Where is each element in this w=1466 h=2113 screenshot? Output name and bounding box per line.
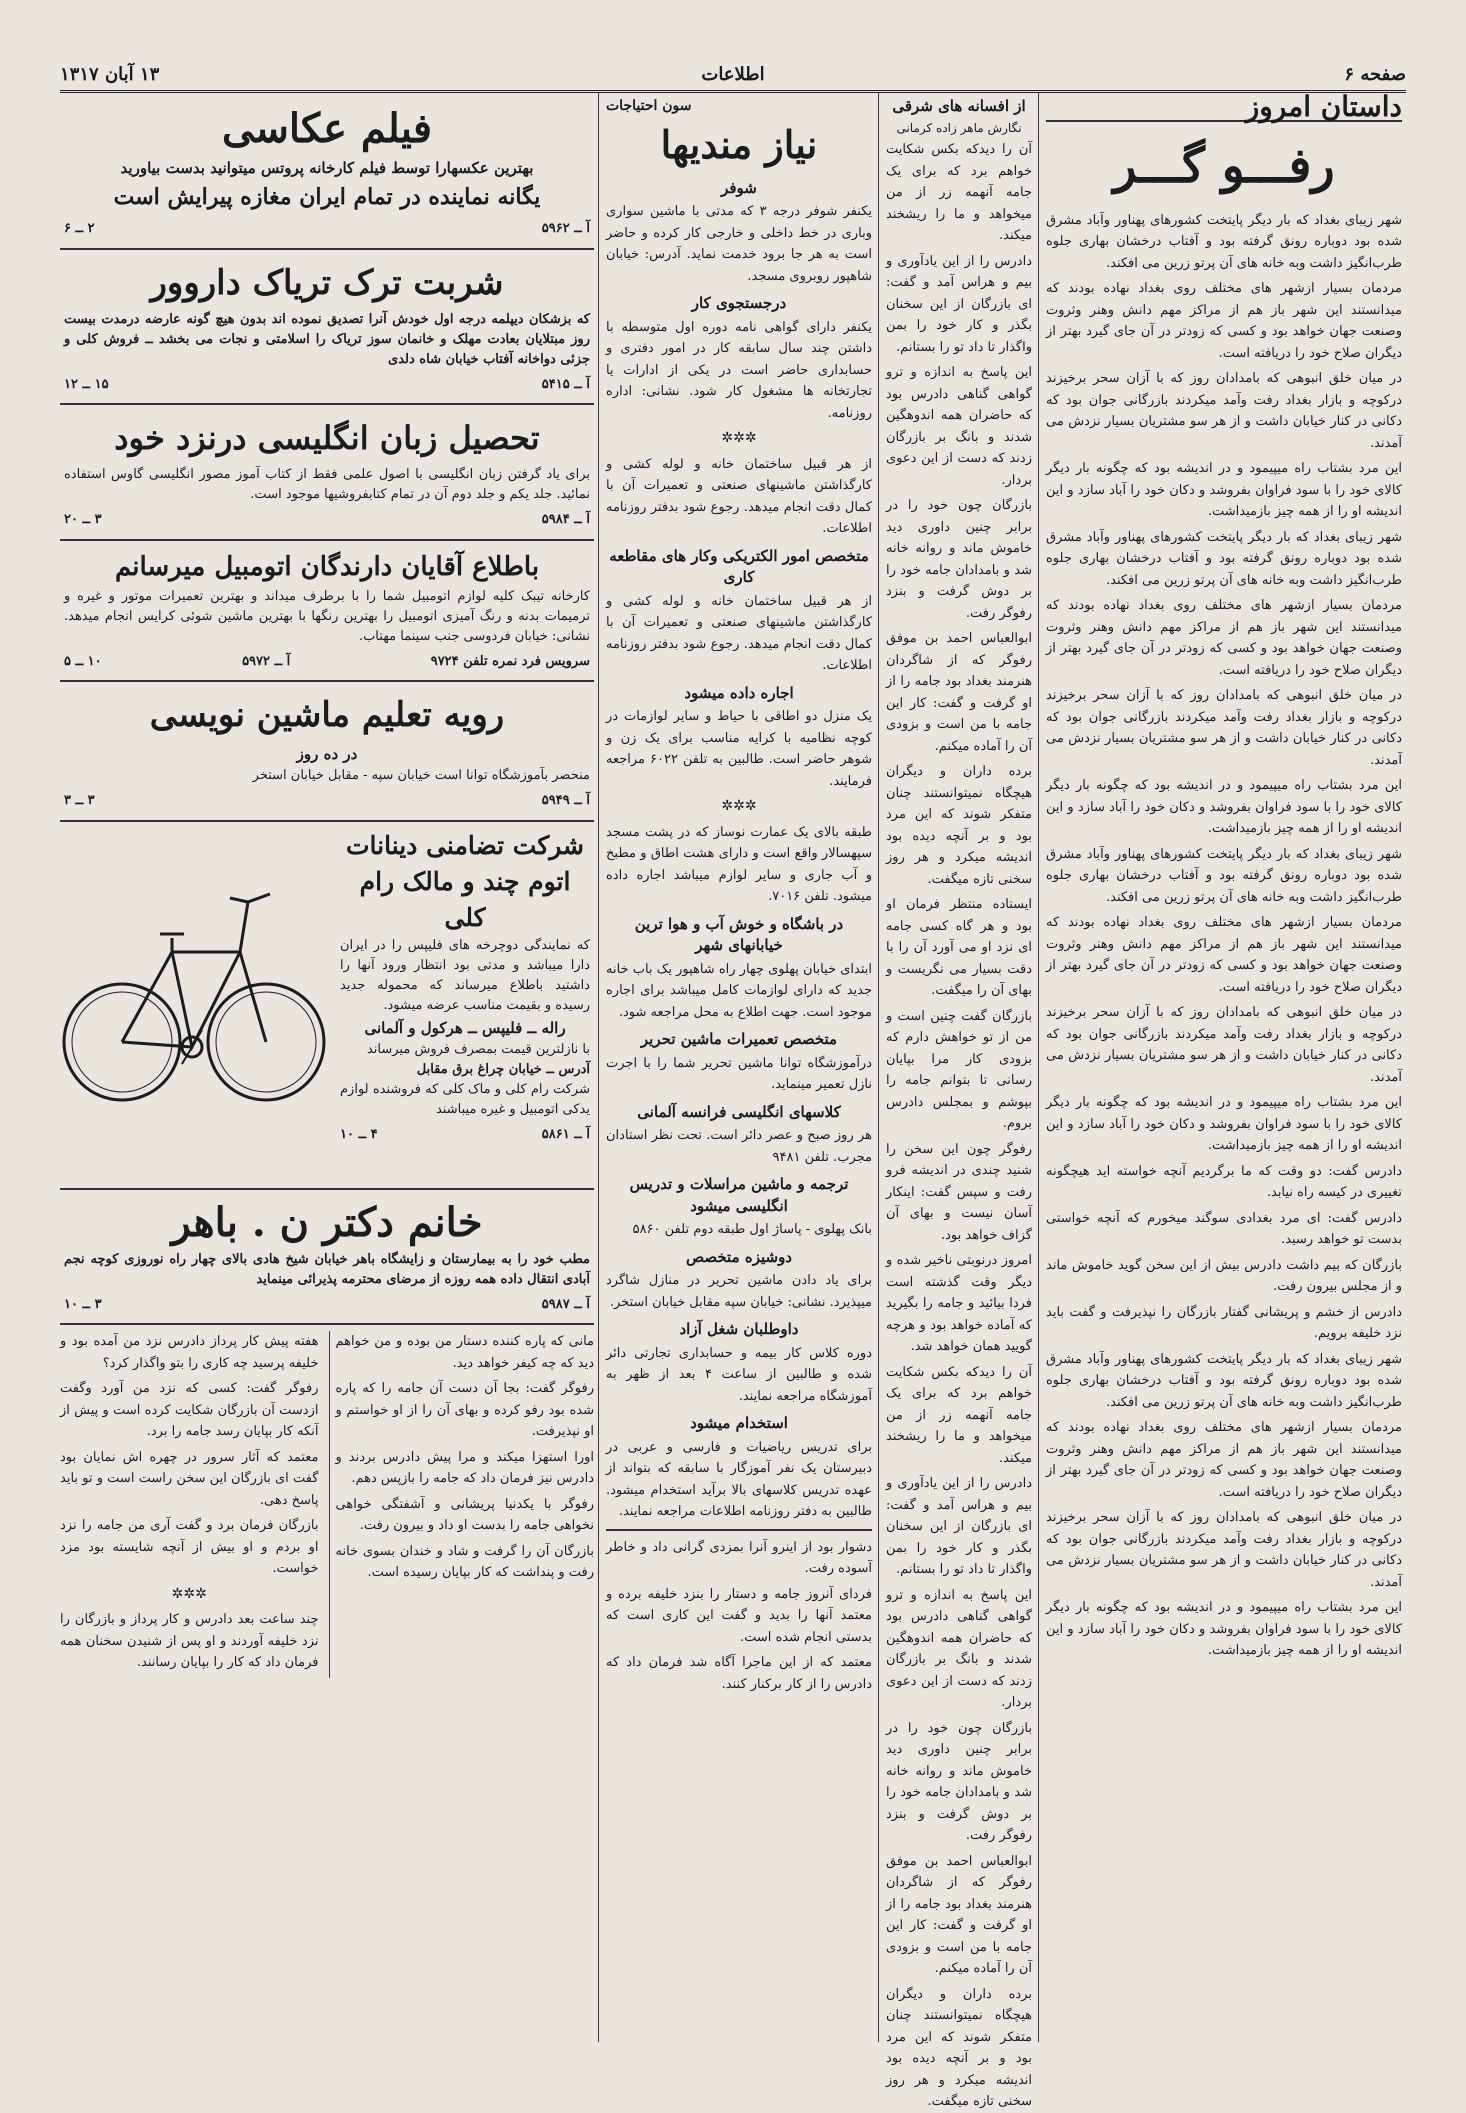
story-para: شهر زیبای بغداد که بار دیگر پایتخت کشورهای پهناور وآباد مشرق شده بود دوباره رونق گرفته بود و آفتاب درخشان بهاری جلوه طرب‌انگیز داشت وبه خانه های آن پرتو زرین می افکند. (1046, 212, 1402, 271)
ad-code: آ ــ ۵۹۶۲ (541, 221, 590, 236)
notice-text: برای تدریس ریاضیات و فارسی و عربی در دبیرستان یک نفر آموزگار با سابقه که بتواند از عهده تدریس کلاسهای بالا برآید استخدام میشود. طالبین به دفتر روزنامه اطلاعات مراجعه نمایند. (606, 1439, 872, 1519)
notice-text: یکنفر دارای گواهی نامه دوره اول متوسطه با داشتن چند سال سابقه کار در امور دفتری و حسابداری حاضر است در یکی از ادارات یا تجارتخانه ها مشغول کار شود. نشانی: اداره روزنامه. (606, 319, 872, 421)
story-para: دادرس گفت: دو وقت که ما برگردیم آنچه خواسته اید هیچگونه تغییری در کیسه راه نیابد. (1046, 1163, 1402, 1200)
ad-garage (60, 541, 594, 683)
ad-subtitle: در ده روز (296, 745, 358, 763)
ad-code: آ ــ ۵۴۱۵ (541, 376, 590, 392)
ad-body: منحصر بآموزشگاه توانا است خیابان سپه - مقابل خیابان استخر (252, 768, 590, 783)
story-para: در میان خلق انبوهی که بامدادان روز که با آزان سحر برخیزند درکوچه و بازار بغداد رفت وآمد میکردند بازرگانی جوان بود که دکانی در کنار خیابان داشت و از هر سو مشتریان بسیار نزدش می آمدند. (1046, 1510, 1402, 1590)
lower-story-left (60, 1331, 319, 1678)
ad-footer (64, 790, 590, 812)
story-para: هفته پیش کار پرداز دادرس نزد من آمده بود و خلیفه پرسید چه کاری را بتو واگذار کرد؟ (60, 1334, 319, 1371)
bicycle-illustration (60, 842, 330, 1132)
ad-title: شرکت تضامنی دینانات (346, 830, 584, 860)
ad-taryak (60, 250, 594, 406)
story-continuation-column (886, 96, 1032, 2109)
story-para: دادرس از خشم و پریشانی گفتار بازرگان را نپذیرفت و گفت باید نزد خلیفه برویم. (1046, 1304, 1402, 1341)
notice-text: برای یاد دادن ماشین تحریر در منازل شاگرد میپذیرد. نشانی: خیابان سپه مقابل خیابان استخر. (606, 1273, 872, 1310)
ad-code: آ ــ ۵۸۶۱ (541, 1126, 590, 1142)
story-para: امروز درنوبتی ناخیر شده و دیگر وقت گذشته است فردا بیائید و جامه را بگیرید که آماده خواهد بود و هرچه گویید همان خواهد شد. (886, 1253, 1032, 1354)
story-para: برده داران و دیگران هیچگاه نمیتوانستند چنان متفکر شوند که این مرد بود و بر آنچه دیده بود اندیشه میکرد و هر روز سخنی تازه میگفت. (886, 1986, 1032, 2109)
ad-body: برای یاد گرفتن زبان انگلیسی با اصول علمی فقط از کتاب آموز مصور انگلیسی گاوس استفاده نمائید. جلد یکم و جلد دوم آن در تمام کتابفروشیها موجود است. (64, 467, 590, 502)
divider (606, 1529, 872, 1531)
notice-heading: شوفر (721, 178, 757, 197)
story-para: رفوگر گفت: کسی که نزد من آورد وگفت ازدست آن بازرگان شکایت کرده است و پیش از آنکه کار بپایان رسد جامه را برد. (60, 1381, 319, 1439)
story-para: ایستاده منتظر فرمان او بود و هر گاه کسی جامه ای نزد او می آورد آن را با دقت بسیار می نگریست و بهای آن را میگفت. (886, 897, 1032, 998)
story-para: مردمان بسیار ازشهر های مختلف روی بغداد نهاده بودند که میدانستند این شهر باز هم از مراکز مهم دانش وهنر وثروت وصنعت جهان خواهد بود و کسی که زودتر در آن جای گیرد بهتر از دیگران صلاح خود را دریافته است. (1046, 281, 1402, 361)
notice-text: درآموزشگاه توانا ماشین تحریر شما را با اجرت نازل تعمیر مینماید. (606, 1055, 872, 1092)
classifieds-title: نیاز مندیها (660, 121, 818, 167)
notice-heading: دوشیزه متخصص (685, 1247, 792, 1266)
ad-footer (64, 1294, 590, 1316)
ad-film (60, 96, 594, 250)
ad-title: تحصیل زبان انگلیسی درنزد خود (114, 419, 540, 457)
ad-shop: شرکت رام کلی و ماک کلی که فروشنده لوازم یدکی اتومبیل و غیره میباشند (340, 1081, 590, 1117)
ad-code: آ ــ ۵۹۸۴ (541, 512, 590, 527)
notice-heading: ترجمه و ماشین مراسلات و تدریس انگلیسی میشود (629, 1175, 849, 1215)
ad-code: آ ــ ۵۹۴۹ (541, 793, 590, 808)
ad-bicycle-text (340, 828, 590, 1146)
ad-run: ۳ ــ ۲۰ (64, 512, 102, 527)
ad-bicycle (60, 822, 594, 1190)
story-para: شهر زیبای بغداد که بار دیگر پایتخت کشورهای پهناور وآباد مشرق شده بود دوباره رونق گرفته بود و آفتاب درخشان بهاری جلوه طرب‌انگیز داشت وبه خانه های آن پرتو زرین می افکند. (1046, 846, 1402, 905)
story-para: شهر زیبای بغداد که بار دیگر پایتخت کشورهای پهناور وآباد مشرق شده بود دوباره رونق گرفته بود و آفتاب درخشان بهاری جلوه طرب‌انگیز داشت وبه خانه های آن پرتو زرین می افکند. (1046, 1351, 1402, 1410)
ad-address: آدرس ــ خیابان چراغ برق مقابل (416, 1061, 590, 1077)
ad-run: ۳ ــ ۱۰ (64, 1296, 102, 1312)
story-para: در میان خلق انبوهی که بامدادان روز که با آزان سحر برخیزند درکوچه و بازار بغداد رفت وآمد میکردند بازرگانی جوان بود که دکانی در کنار خیابان داشت و از هر سو مشتریان بسیار نزدش می آمدند. (1046, 371, 1402, 451)
divider-stars: ✲✲✲ (721, 430, 757, 446)
ad-code: آ ــ ۵۹۷۲ (242, 653, 291, 669)
lower-story-mid (329, 1331, 595, 1678)
ad-body: کارخانه تیبک کلیه لوازم اتومبیل شما را با برطرف میداند و بهترین تعمیرات موتور و غیره و ترمیمات بدنه و رنگ آمیزی اتومبیل را بهترین رنگها با بهترین ماشین شوئی کرایس انجام میدهد. نشانی: خیابان فردوسی جنب سینما مهتاب. (64, 588, 590, 644)
story-from: از افسانه های شرقی (892, 97, 1026, 115)
story-para: این مرد بشتاب راه میپیمود و در اندیشه بود که چگونه بار دیگر کالای خود را با سود فراوان بفروشد و دکان خود را آباد سازد و این اندیشه او را از همه چیز بازمیداشت. (1046, 778, 1402, 836)
ad-doctor (60, 1190, 594, 1326)
notice-text: ابتدای خیابان پهلوی چهار راه شاهپور یک باب خانه جدید که دارای لوازمات کامل میباشد برای اجاره موجود است. جهت اطلاع به محل مراجعه شود. (606, 961, 872, 1020)
notice-heading: متخصص امور الکتریکی وکار های مقاطعه کاری (609, 546, 869, 586)
ad-footer (64, 509, 590, 531)
ad-footer (64, 374, 590, 396)
ad-footer (64, 651, 590, 673)
story-para: چند ساعت بعد دادرس و کار پرداز و بازرگان را نزد خلیفه آوردند و او پس از شنیدن سخنان همه فرمان داد که کار را بپایان رسانند. (60, 1612, 319, 1670)
divider-stars: ✲✲✲ (721, 798, 757, 814)
ad-title: شربت ترک تریاک داروور (150, 262, 504, 303)
story-para: این پاسخ به اندازه و ترو گواهی گناهی دادرس بود که حاضران همه اندوهگین شدند و بانگ بر بازرگان زدند که دست از این دعوی بردار. (886, 365, 1032, 488)
story-para: بازرگان آن را گرفت و شاد و خندان بسوی خانه رفت و پنداشت که کار بپایان رسیده است. (335, 1543, 594, 1580)
notice-text: دوره کلاس کار بیمه و حسابداری تجارتی دائر شده و طالبین از ساعت ۴ بعد از ظهر به آموزشگاه مراجعه نمایند. (606, 1345, 872, 1404)
notice-text: فردای آنروز جامه و دستار را بنزد خلیفه برده و معتمد آنها را بدید و گفت این کاری است که بدستی انجام شده است. (606, 1586, 872, 1645)
ad-body: که بزشکان دیپلمه درجه اول خودش آنرا تصدیق نموده اند بدون هیچ گونه عارضه درمدت بیست روز مبتلایان بعادت مهلک و خانمان سوز تریاک را اسلامتی و نجات می بخشد ــ فروش کلی و جزئی دواخانه آفتاب خیابان شاه دلدی (64, 311, 590, 367)
story-para: ابوالعباس احمد بن موفق رفوگر که از شاگردان هنرمند بغداد بود جامه را از او گرفت و گفت: کار این جامه با من است و بزودی آن را آماده میکنم. (886, 1853, 1032, 1976)
classifieds-header: سون احتیاجات (606, 98, 692, 114)
ad-run: ۲ ــ ۶ (64, 221, 95, 236)
story-para: در میان خلق انبوهی که بامدادان روز که با آزان سحر برخیزند درکوچه و بازار بغداد رفت وآمد میکردند بازرگانی جوان بود که دکانی در کنار خیابان داشت و از هر سو مشتریان بسیار نزدش می آمدند. (1046, 688, 1402, 768)
story-author: نگارش ماهر زاده کرمانی (896, 120, 1022, 135)
story-para: معتمد که آثار سرور در چهره اش نمایان بود گفت ای بازرگان این سخن راست است و تو باید پاسخ دهی. (60, 1449, 319, 1508)
notice-heading: متخصص تعمیرات ماشین تحریر (640, 1030, 838, 1048)
story-para: این پاسخ به اندازه و ترو گواهی گناهی دادرس بود که حاضران همه اندوهگین شدند و بانگ بر بازرگان زدند که دست از این دعوی بردار. (886, 1587, 1032, 1710)
lower-story-columns (60, 1325, 594, 1678)
notice-text: یک منزل دو اطاقی با حیاط و سایر لوازمات در کوچه نظامیه با کرایه مناسب برای یک زن و شوهر حاضر است. طالبین به تلفن ۶۰۲۲ مراجعه فرمایند. (606, 709, 872, 789)
story-para: در میان خلق انبوهی که بامدادان روز که با آزان سحر برخیزند درکوچه و بازار بغداد رفت وآمد میکردند بازرگانی جوان بود که دکانی در کنار خیابان داشت و از هر سو مشتریان بسیار نزدش می آمدند. (1046, 1005, 1402, 1085)
notice-text: از هر قبیل ساختمان خانه و لوله کشی و کارگذاشتن ماشینهای صنعتی و تعمیرات آن با کمال دقت انجام میدهد. رجوع شود بدفتر روزنامه اطلاعات. (606, 456, 872, 536)
ad-run: ۴ ــ ۱۰ (340, 1126, 378, 1142)
column-rule (598, 92, 599, 2042)
story-para: دادرس گفت: ای مرد بغدادی سوگند میخورم که آنچه خواستی بدست تو خواهد رسید. (1046, 1210, 1402, 1247)
story-column (1046, 90, 1402, 2046)
ad-note: با نازلترین قیمت بمصرف فروش میرساند (366, 1041, 590, 1057)
section-label: داستان امروز (1046, 96, 1402, 122)
ad-title: باطلاع آقایان دارندگان اتومبیل میرسانم (114, 551, 540, 582)
story-para: دادرس را از این یادآوری و بیم و هراس آمد و گفت: ای بازرگان از این سخنان بگذر و کار خود را بمن واگذار تا داد تو را بستانم. (886, 253, 1032, 355)
notice-heading: درجستجوی کار (691, 294, 787, 312)
story-para: رفوگر گفت: بجا آن دست آن جامه را که پاره شده بود رفو کرده و بهای آن را از او خواستم و او نپذیرفت. (335, 1381, 594, 1439)
ad-code: آ ــ ۵۹۸۷ (541, 1296, 590, 1312)
ads-column (60, 96, 594, 2046)
story-para: بازرگان گفت چنین است و من از تو خواهش دارم که بزودی کار مرا بپایان رسانی تا بتوانم جامه را بپوشم و بمجلس دادرس بروم. (886, 1008, 1032, 1131)
paper-name: اطلاعات (701, 64, 765, 85)
page-header (60, 60, 1406, 93)
story-para: آن را دیدکه بکس شکایت خواهم برد که برای یک جامه آنهمه زر از من میخواهد و ما را ریشخند میکند. (886, 142, 1032, 243)
story-para: این مرد بشتاب راه میپیمود و در اندیشه بود که چگونه بار دیگر کالای خود را با سود فراوان بفروشد و دکان خود را آباد سازد و این اندیشه او را از همه چیز بازمیداشت. (1046, 461, 1402, 519)
notice-text: طبقه بالای یک عمارت نوساز که در پشت مسجد سپهسالار واقع است و دارای هشت اطاق و مطبخ و آب جاری و سایر لوازم میباشد اجاره داده میشود. تلفن ۷۰۱۶. (606, 824, 872, 904)
column-rule (878, 92, 879, 2042)
story-para: آن را دیدکه بکس شکایت خواهم برد که برای یک جامه آنهمه زر از من میخواهد و ما را ریشخند میکند. (886, 1364, 1032, 1466)
notice-text: دشوار بود از اینرو آنرا بمزدی گرانی داد و خاطر آسوده رفت. (606, 1539, 872, 1576)
ad-run: ۳ ــ ۳ (64, 793, 95, 808)
ad-footer (64, 218, 590, 240)
ad-brands: راله ــ فلیپس ــ هرکول و آلمانی (364, 1018, 566, 1037)
page-number: صفحه ۶ (1344, 64, 1406, 85)
column-rule (1038, 92, 1039, 2042)
story-para: مانی که پاره کننده دستار من بوده و من خواهم دید که چه کیفر خواهد دید. (335, 1334, 594, 1371)
ad-title: اتوم چند و مالک رام کلی (359, 866, 571, 932)
ad-phone: سرویس فرد نمره تلفن ۹۷۲۴ (430, 653, 590, 669)
divider-stars: ✲✲✲ (171, 1585, 207, 1602)
story-para: ابوالعباس احمد بن موفق رفوگر که از شاگردان هنرمند بغداد بود جامه را از او گرفت و گفت: کار این جامه با من است و بزودی آن را آماده میکنم. (886, 631, 1032, 754)
ad-body: مطب خود را به بیمارستان و زایشگاه باهر خیابان شیخ هادی بالای چهار راه نوروزی کوچه نجم آبادی انتقال داده همه روزه از مرضای محترمه پذیرائی مینماید (64, 1251, 590, 1287)
notice-heading: داوطلبان شغل آزاد (679, 1320, 799, 1338)
story-para: اورا استهزا میکند و مرا پیش دادرس بردند و دادرس نیز فرمان داد که جامه را بازپس دهم. (335, 1449, 594, 1486)
notice-text: معتمد که از این ماجرا آگاه شد فرمان داد که دادرس را از کار برکنار کنند. (606, 1655, 872, 1692)
notice-text: از هر قبیل ساختمان خانه و لوله کشی و کارگذاشتن ماشینهای صنعتی و تعمیرات آن با کمال دقت انجام میدهد. رجوع شود بدفتر روزنامه اطلاعات. (606, 593, 872, 673)
notice-heading: کلاسهای انگلیسی فرانسه آلمانی (637, 1102, 841, 1121)
ad-title: خانم دکتر ن . باهر (171, 1198, 483, 1246)
notice-text: بانک پهلوی - پاساژ اول طبقه دوم تلفن ۵۸۶۰ (632, 1222, 872, 1237)
ad-footer (340, 1124, 590, 1146)
story-para: دادرس را از این یادآوری و بیم و هراس آمد و گفت: ای بازرگان از این سخنان بگذر و کار خود را بمن واگذار تا داد تو را بستانم. (886, 1476, 1032, 1577)
story-para: این مرد بشتاب راه میپیمود و در اندیشه بود که چگونه بار دیگر کالای خود را با سود فراوان بفروشد و دکان خود را آباد سازد و این اندیشه او را از همه چیز بازمیداشت. (1046, 1600, 1402, 1658)
ad-title: رویه تعلیم ماشین نویسی (149, 695, 505, 735)
story-para: بازرگان فرمان برد و گفت آری من جامه را نزد او بردم و او بیش از آنچه شایسته بود مزد خواست. (60, 1518, 319, 1576)
story-para: مردمان بسیار ازشهر های مختلف روی بغداد نهاده بودند که میدانستند این شهر باز هم از مراکز مهم دانش وهنر وثروت وصنعت جهان خواهد بود و کسی که زودتر در آن جای گیرد بهتر از دیگران صلاح خود را دریافته است. (1046, 1420, 1402, 1500)
story-para: رفوگر با یکدنیا پریشانی و آشفتگی خواهی نخواهی جامه را بدست او داد و بیرون رفت. (335, 1496, 594, 1533)
story-para: بازرگان چون خود را در برابر چنین داوری دید خاموش ماند و روانه خانه شد و بامدادان جامه خود را بر دوش گرفت و بنزد رفوگر رفت. (886, 498, 1032, 621)
issue-date: ۱۳ آبان ۱۳۱۷ (60, 64, 160, 85)
notice-heading: اجاره داده میشود (684, 683, 794, 702)
story-para: شهر زیبای بغداد که بار دیگر پایتخت کشورهای پهناور وآباد مشرق شده بود دوباره رونق گرفته بود و آفتاب درخشان بهاری جلوه طرب‌انگیز داشت وبه خانه های آن پرتو زرین می افکند. (1046, 529, 1402, 588)
notice-heading: استخدام میشود (690, 1414, 788, 1432)
ad-run: ۱۰ ــ ۵ (64, 653, 102, 669)
notice-text: یکنفر شوفر درجه ۳ که مدتی با ماشین سواری وباری در خط داخلی و خارجی کار کرده و حاضر است به هر جا برود خدمت نماید. آدرس: خیابان شاهپور روبروی مسجد. (606, 204, 872, 284)
story-title: رفـــو گـــر (1113, 137, 1335, 194)
story-para: مردمان بسیار ازشهر های مختلف روی بغداد نهاده بودند که میدانستند این شهر باز هم از مراکز مهم دانش وهنر وثروت وصنعت جهان خواهد بود و کسی که زودتر در آن جای گیرد بهتر از دیگران صلاح خود را دریافته است. (1046, 915, 1402, 995)
story-para: این مرد بشتاب راه میپیمود و در اندیشه بود که چگونه بار دیگر کالای خود را با سود فراوان بفروشد و دکان خود را آباد سازد و این اندیشه او را از همه چیز بازمیداشت. (1046, 1095, 1402, 1153)
ad-line: بهترین عکسهارا توسط فیلم کارخانه پروتس میتوانید بدست بیاورید (120, 159, 534, 177)
ad-line: یگانه نماینده در تمام ایران مغازه پیرایش است (113, 184, 541, 210)
story-para: بازرگان که بیم داشت دادرس بیش از این سخن گوید خاموش ماند و از مجلس بیرون رفت. (1046, 1257, 1402, 1294)
story-para: مردمان بسیار ازشهر های مختلف روی بغداد نهاده بودند که میدانستند این شهر باز هم از مراکز مهم دانش وهنر وثروت وصنعت جهان خواهد بود و کسی که زودتر در آن جای گیرد بهتر از دیگران صلاح خود را دریافته است. (1046, 598, 1402, 678)
story-para: بازرگان چون خود را در برابر چنین داوری دید خاموش ماند و روانه خانه شد و بامدادان جامه خود را بر دوش گرفت و بنزد رفوگر رفت. (886, 1720, 1032, 1843)
notice-heading: در باشگاه و خوش آب و هوا ترین خیابانهای شهر (634, 914, 844, 954)
ad-typing (60, 682, 594, 822)
story-para: برده داران و دیگران هیچگاه نمیتوانستند چنان متفکر شوند که این مرد بود و بر آنچه دیده بود اندیشه میکرد و هر روز سخنی تازه میگفت. (886, 764, 1032, 887)
story-para: رفوگر چون این سخن را شنید چندی در اندیشه فرو رفت و سپس گفت: اینکار آسان نیست و بهای آن گزاف خواهد بود. (886, 1141, 1032, 1243)
notice-text: هر روز صبح و عصر دائر است. تحت نظر استادان مجرب. تلفن ۹۴۸۱ (606, 1128, 872, 1165)
classifieds-column (606, 96, 872, 2046)
ad-title: فیلم عکاسی (222, 105, 432, 152)
ad-run: ۱۵ ــ ۱۲ (64, 376, 109, 392)
ad-body: که نمایندگی دوچرخه های فلیپس را در ایران دارا میباشد و مدتی بود انتظار ورود آنها را داشتید باطلاع میرساند که محموله جدید رسیده و بقیمت مناسب عرضه میشود. (340, 937, 590, 1013)
ad-english (60, 405, 594, 541)
